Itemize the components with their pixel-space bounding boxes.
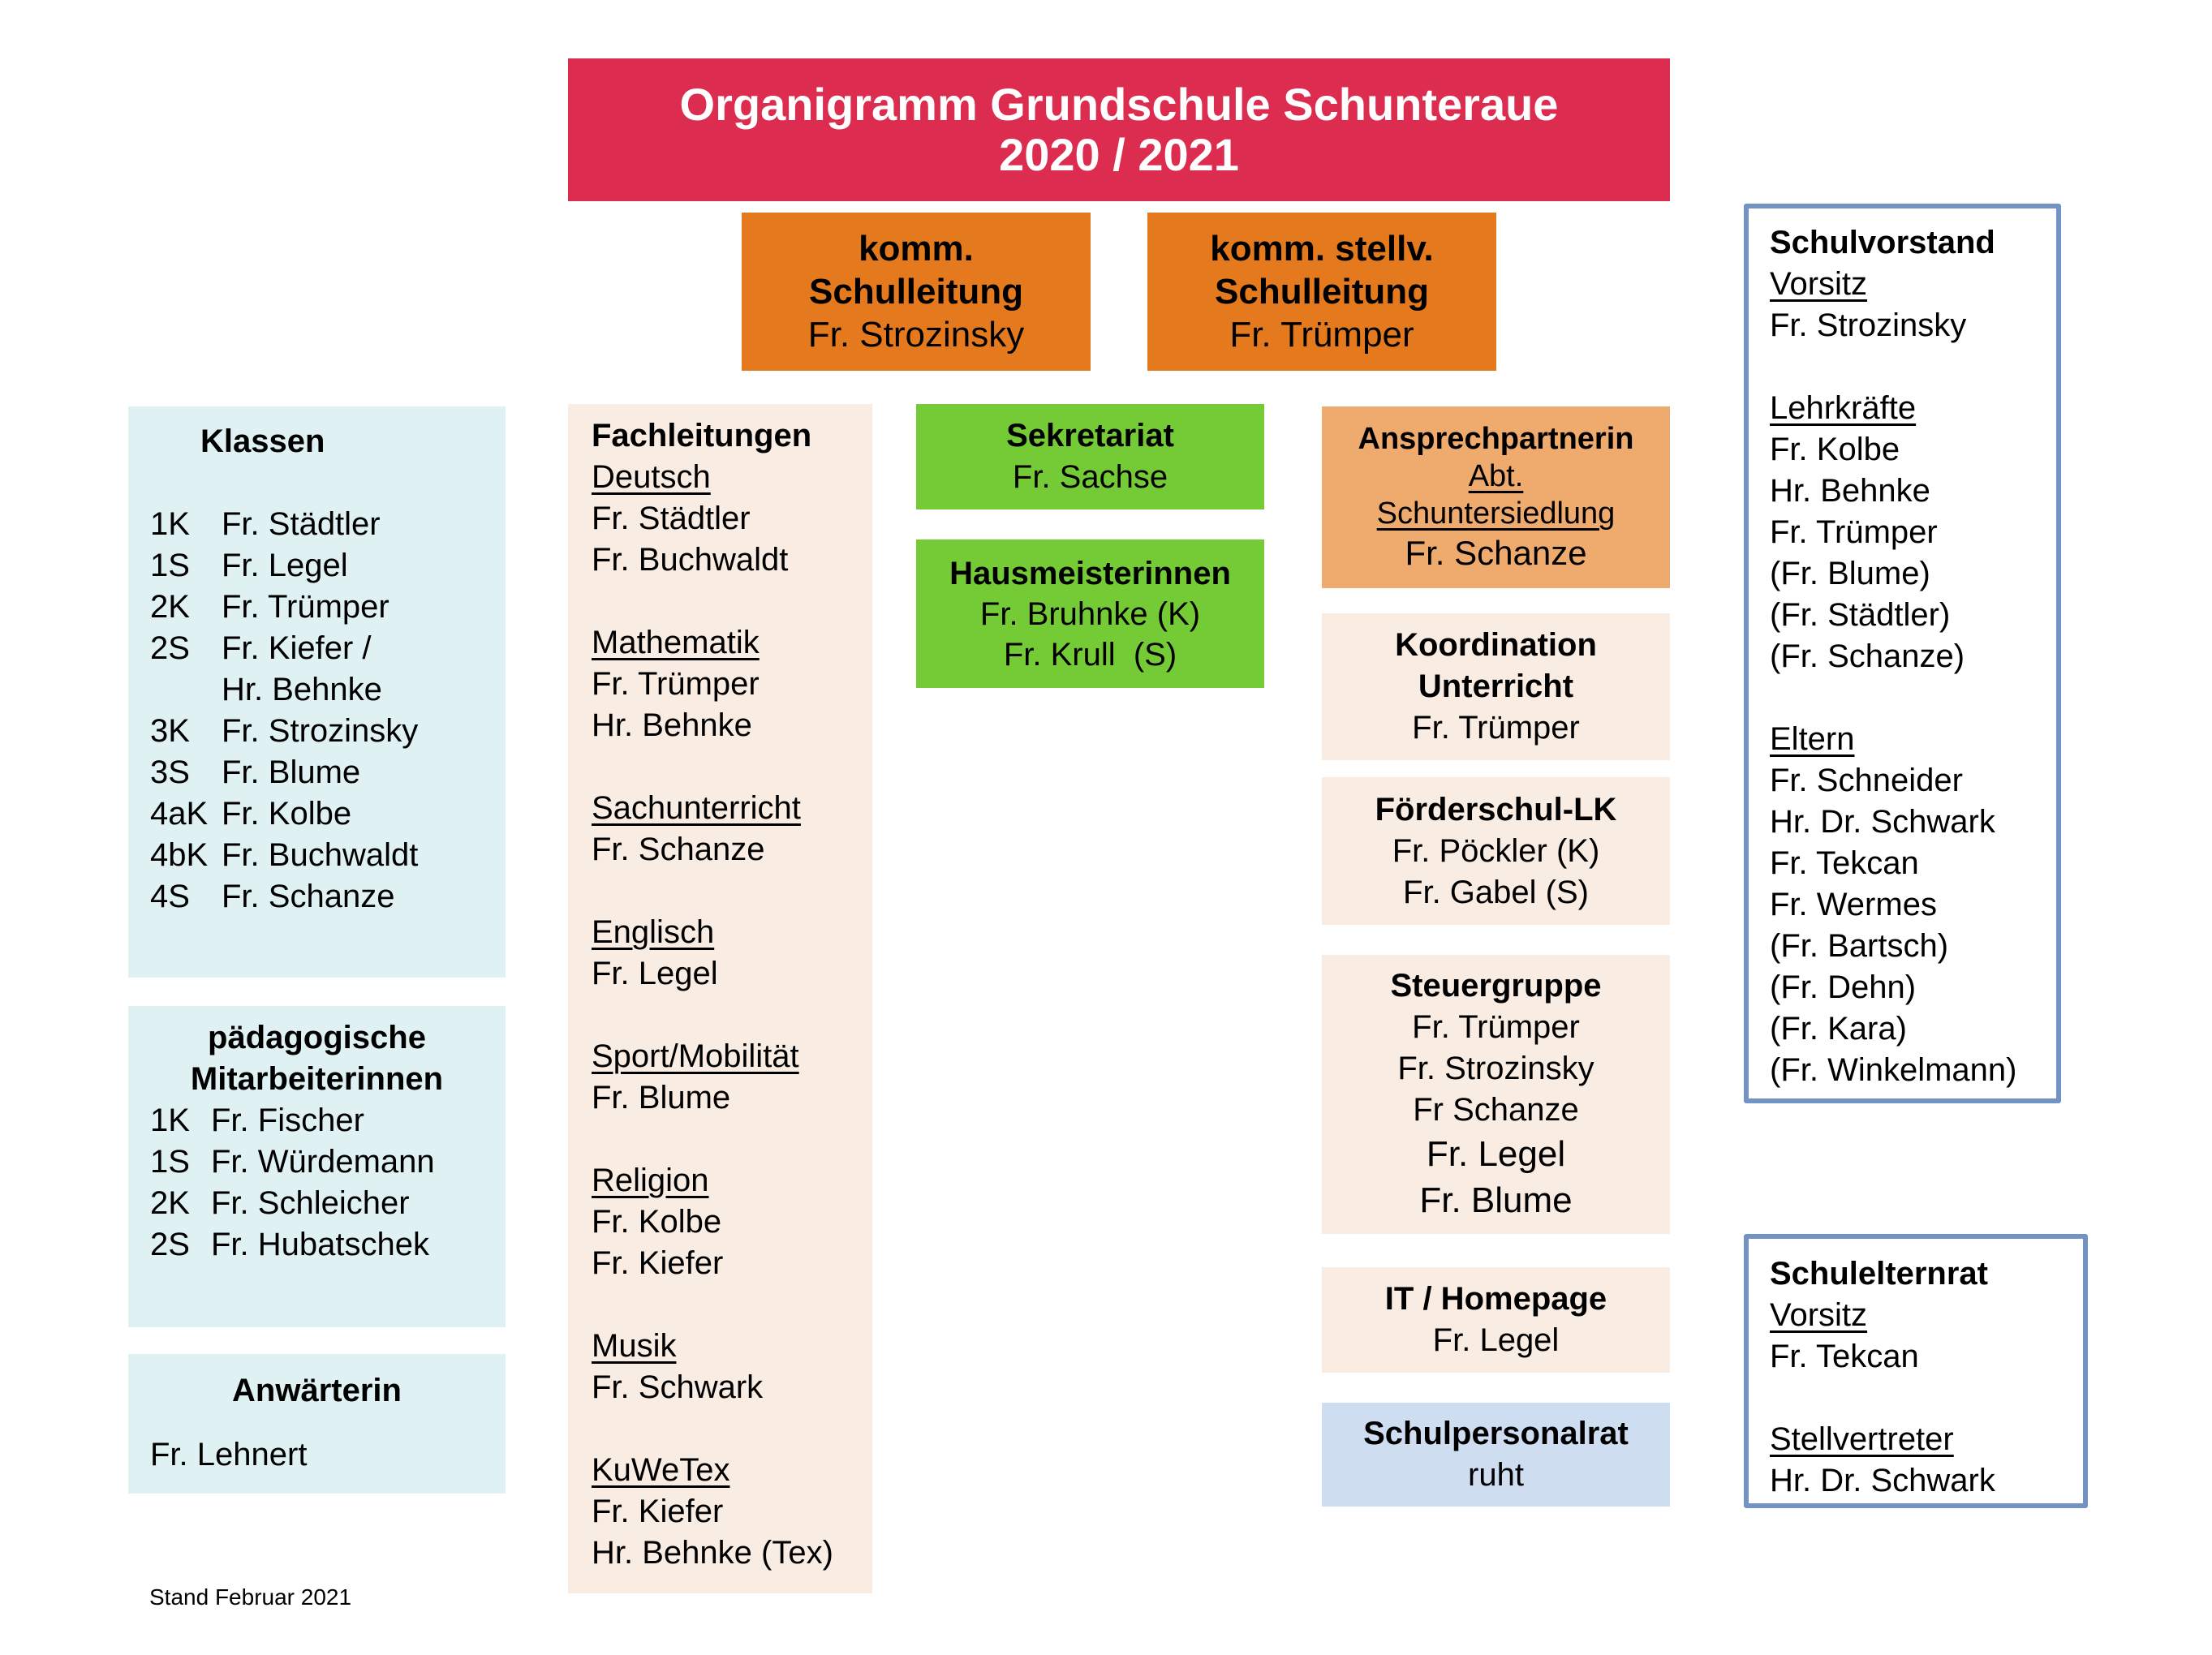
- fach-name: Fr. Kiefer: [592, 1494, 724, 1529]
- klasse-code: 4S: [150, 879, 190, 914]
- spacer: [592, 1119, 872, 1160]
- paedagogische-mitarbeiterinnen-box: [128, 1006, 506, 1327]
- group-member: (Fr. Bartsch): [1770, 928, 1949, 964]
- paed-name: Fr. Hubatschek: [211, 1227, 430, 1262]
- fach-name: Hr. Behnke: [592, 707, 752, 743]
- fach-name: Fr. Trümper: [592, 666, 760, 702]
- fach-subject: Religion: [592, 1163, 709, 1198]
- paed-heading-1: pädagogische: [208, 1020, 426, 1055]
- ansprechpartnerin-sub-1: Abt.: [1468, 459, 1524, 493]
- fach-name: Fr. Legel: [592, 956, 718, 991]
- group-member: Fr. Strozinsky: [1770, 307, 1967, 343]
- koordination-name: Fr. Trümper: [1412, 710, 1580, 746]
- fach-subject: Musik: [592, 1328, 677, 1364]
- group-member: Fr. Schneider: [1770, 763, 1963, 798]
- klasse-code: 4aK: [150, 796, 209, 832]
- klasse-row: [150, 587, 506, 628]
- schulelternrat-heading: Schulelternrat: [1770, 1256, 1988, 1292]
- paed-list: [150, 1100, 506, 1266]
- stellv-schulleitung-label-2: Schulleitung: [1215, 272, 1429, 312]
- group-member: (Fr. Städtler): [1770, 597, 1951, 633]
- koordination-heading-2: Unterricht: [1418, 668, 1574, 704]
- paed-klasse-code: 2K: [150, 1185, 190, 1221]
- ansprechpartnerin-sub-2: Schuntersiedlung: [1376, 496, 1616, 531]
- group-member: (Fr. Schanze): [1770, 638, 1965, 674]
- steuergruppe-member: Fr. Strozinsky: [1397, 1051, 1594, 1086]
- foerderschul-heading: Förderschul-LK: [1375, 791, 1617, 828]
- fach-subject: Englisch: [592, 914, 715, 950]
- group-label: Stellvertreter: [1770, 1421, 1954, 1457]
- fach-subject: Sport/Mobilität: [592, 1038, 799, 1074]
- fach-name: Fr. Buchwaldt: [592, 542, 789, 578]
- klassenlehrkraft-name: Fr. Schanze: [222, 879, 395, 914]
- klassenlehrkraft-name: Fr. Legel: [222, 548, 348, 583]
- steuergruppe-member: Fr. Trümper: [1412, 1009, 1580, 1045]
- fachleitungen-list: [592, 457, 872, 1574]
- fach-subject: KuWeTex: [592, 1452, 730, 1488]
- schulleitung-label-1: komm.: [859, 229, 974, 269]
- fach-name: Hr. Behnke (Tex): [592, 1535, 833, 1571]
- anwaerterin-box: [128, 1354, 506, 1494]
- paed-row: [150, 1183, 506, 1224]
- schulvorstand-heading: Schulvorstand: [1770, 225, 1995, 260]
- hausmeisterinnen-heading: Hausmeisterinnen: [949, 555, 1231, 591]
- klasse-code: 1K: [150, 506, 190, 542]
- klasse-row: [150, 793, 506, 835]
- klasse-code: 4bK: [150, 837, 209, 873]
- stellv-schulleitung-name: Fr. Trümper: [1229, 315, 1414, 355]
- group-member: Fr. Trümper: [1770, 514, 1938, 550]
- schulvorstand-groups: [1770, 264, 2056, 1091]
- ansprechpartnerin-heading: Ansprechpartnerin: [1358, 422, 1634, 456]
- paed-row: [150, 1100, 506, 1141]
- fach-name: Fr. Blume: [592, 1080, 731, 1116]
- klassen-heading: Klassen: [200, 423, 325, 459]
- group-member: (Fr. Blume): [1770, 556, 1930, 591]
- it-heading: IT / Homepage: [1384, 1281, 1607, 1317]
- klassen-list: [150, 504, 506, 918]
- paed-heading-2: Mitarbeiterinnen: [190, 1061, 444, 1097]
- group-member: Fr. Tekcan: [1770, 1339, 1919, 1374]
- fach-name: Fr. Kiefer: [592, 1245, 724, 1281]
- group-label: Eltern: [1770, 721, 1855, 757]
- klasse-row: [150, 628, 506, 669]
- foerderschul-name: Fr. Gabel (S): [1403, 874, 1589, 910]
- group-label: Vorsitz: [1770, 266, 1868, 302]
- spacer: [592, 746, 872, 788]
- spacer: [1770, 1378, 2083, 1419]
- ansprechpartnerin-box: [1322, 406, 1670, 588]
- klassen-box: [128, 406, 506, 978]
- group-member: Fr. Tekcan: [1770, 845, 1919, 881]
- schulleitung-label-2: Schulleitung: [809, 272, 1023, 312]
- steuergruppe-member: Fr. Blume: [1419, 1180, 1573, 1220]
- group-member: (Fr. Winkelmann): [1770, 1052, 2017, 1088]
- schulelternrat-groups: [1770, 1295, 2083, 1502]
- title-line-2: 2020 / 2021: [999, 129, 1239, 180]
- anwaerterin-heading: Anwärterin: [232, 1373, 402, 1408]
- klasse-code: 1S: [150, 548, 190, 583]
- sekretariat-name: Fr. Sachse: [1012, 459, 1168, 495]
- foerderschul-lk-box: [1322, 777, 1670, 925]
- fach-subject: Deutsch: [592, 459, 711, 495]
- it-name: Fr. Legel: [1432, 1322, 1560, 1358]
- group-member: (Fr. Dehn): [1770, 969, 1917, 1005]
- spacer: [592, 995, 872, 1036]
- title-line-1: Organigramm Grundschule Schunteraue: [679, 79, 1559, 130]
- klassenlehrkraft-name: Hr. Behnke: [222, 672, 382, 707]
- spacer: [592, 581, 872, 622]
- paed-name: Fr. Fischer: [211, 1103, 364, 1138]
- spacer: [1770, 677, 2056, 719]
- group-member: Fr. Kolbe: [1770, 432, 1900, 467]
- paed-klasse-code: 1K: [150, 1103, 190, 1138]
- steuergruppe-box: [1322, 955, 1670, 1234]
- schulpersonalrat-status: ruht: [1468, 1457, 1524, 1493]
- fach-subject: Mathematik: [592, 625, 760, 660]
- stand-date: Stand Februar 2021: [149, 1584, 352, 1610]
- spacer: [592, 1284, 872, 1326]
- spacer: [1770, 346, 2056, 388]
- klasse-code: [150, 669, 222, 711]
- fach-subject: Sachunterricht: [592, 790, 801, 826]
- stellv-schulleitung-box: [1147, 213, 1496, 371]
- klassenlehrkraft-name: Fr. Städtler: [222, 506, 381, 542]
- ansprechpartnerin-name: Fr. Schanze: [1405, 534, 1587, 572]
- paed-klasse-code: 2S: [150, 1227, 190, 1262]
- klassenlehrkraft-name: Fr. Buchwaldt: [222, 837, 419, 873]
- klasse-code: 2K: [150, 589, 190, 625]
- hausmeisterin-name: Fr. Krull (S): [1003, 636, 1177, 673]
- spacer: [592, 870, 872, 912]
- spacer: [592, 1408, 872, 1450]
- anwaerterin-name: Fr. Lehnert: [150, 1437, 308, 1472]
- fach-name: Fr. Schwark: [592, 1369, 764, 1405]
- paed-row: [150, 1141, 506, 1183]
- koordination-unterricht-box: [1322, 613, 1670, 760]
- hausmeisterin-name: Fr. Bruhnke (K): [979, 595, 1201, 632]
- foerderschul-name: Fr. Pöckler (K): [1392, 832, 1600, 869]
- paed-klasse-code: 1S: [150, 1144, 190, 1180]
- it-homepage-box: [1322, 1267, 1670, 1373]
- klasse-code: 3K: [150, 713, 190, 749]
- schulpersonalrat-heading: Schulpersonalrat: [1363, 1416, 1629, 1451]
- koordination-heading-1: Koordination: [1395, 627, 1597, 663]
- group-member: Hr. Dr. Schwark: [1770, 804, 1995, 840]
- paed-row: [150, 1224, 506, 1266]
- klasse-row: [150, 835, 506, 876]
- klasse-code: 2S: [150, 630, 190, 666]
- klassenlehrkraft-name: Fr. Kiefer /: [222, 630, 372, 666]
- klassenlehrkraft-name: Fr. Blume: [222, 754, 361, 790]
- schulleitung-box: [742, 213, 1091, 371]
- paed-name: Fr. Schleicher: [211, 1185, 410, 1221]
- paed-name: Fr. Würdemann: [211, 1144, 435, 1180]
- fach-name: Fr. Städtler: [592, 501, 751, 536]
- klasse-row: [150, 752, 506, 793]
- klasse-row: [150, 545, 506, 587]
- group-label: Lehrkräfte: [1770, 390, 1917, 426]
- steuergruppe-heading: Steuergruppe: [1390, 968, 1602, 1004]
- group-member: Hr. Behnke: [1770, 473, 1930, 509]
- fachleitungen-heading: Fachleitungen: [592, 418, 812, 454]
- klasse-row: [150, 669, 506, 711]
- fachleitungen-box: [568, 404, 872, 1593]
- fach-name: Fr. Kolbe: [592, 1204, 722, 1240]
- schulelternrat-box: [1744, 1234, 2088, 1508]
- klasse-code: 3S: [150, 754, 190, 790]
- klassenlehrkraft-name: Fr. Trümper: [222, 589, 389, 625]
- group-member: Fr. Wermes: [1770, 887, 1937, 922]
- fach-name: Fr. Schanze: [592, 832, 765, 867]
- group-member: (Fr. Kara): [1770, 1011, 1907, 1047]
- stellv-schulleitung-label-1: komm. stellv.: [1210, 229, 1434, 269]
- klasse-row: [150, 876, 506, 918]
- sekretariat-heading: Sekretariat: [1006, 418, 1174, 454]
- klassenlehrkraft-name: Fr. Kolbe: [222, 796, 352, 832]
- klasse-row: [150, 711, 506, 752]
- hausmeisterinnen-box: [916, 539, 1264, 688]
- schulleitung-name: Fr. Strozinsky: [807, 315, 1025, 355]
- org-chart-title: [568, 58, 1670, 201]
- sekretariat-box: [916, 404, 1264, 509]
- schulpersonalrat-box: [1322, 1403, 1670, 1507]
- klassenlehrkraft-name: Fr. Strozinsky: [222, 713, 419, 749]
- group-label: Vorsitz: [1770, 1297, 1868, 1333]
- schulvorstand-box: [1744, 204, 2061, 1103]
- steuergruppe-member: Fr. Legel: [1426, 1134, 1566, 1174]
- klasse-row: [150, 504, 506, 545]
- steuergruppe-member: Fr Schanze: [1413, 1092, 1579, 1128]
- group-member: Hr. Dr. Schwark: [1770, 1463, 1995, 1498]
